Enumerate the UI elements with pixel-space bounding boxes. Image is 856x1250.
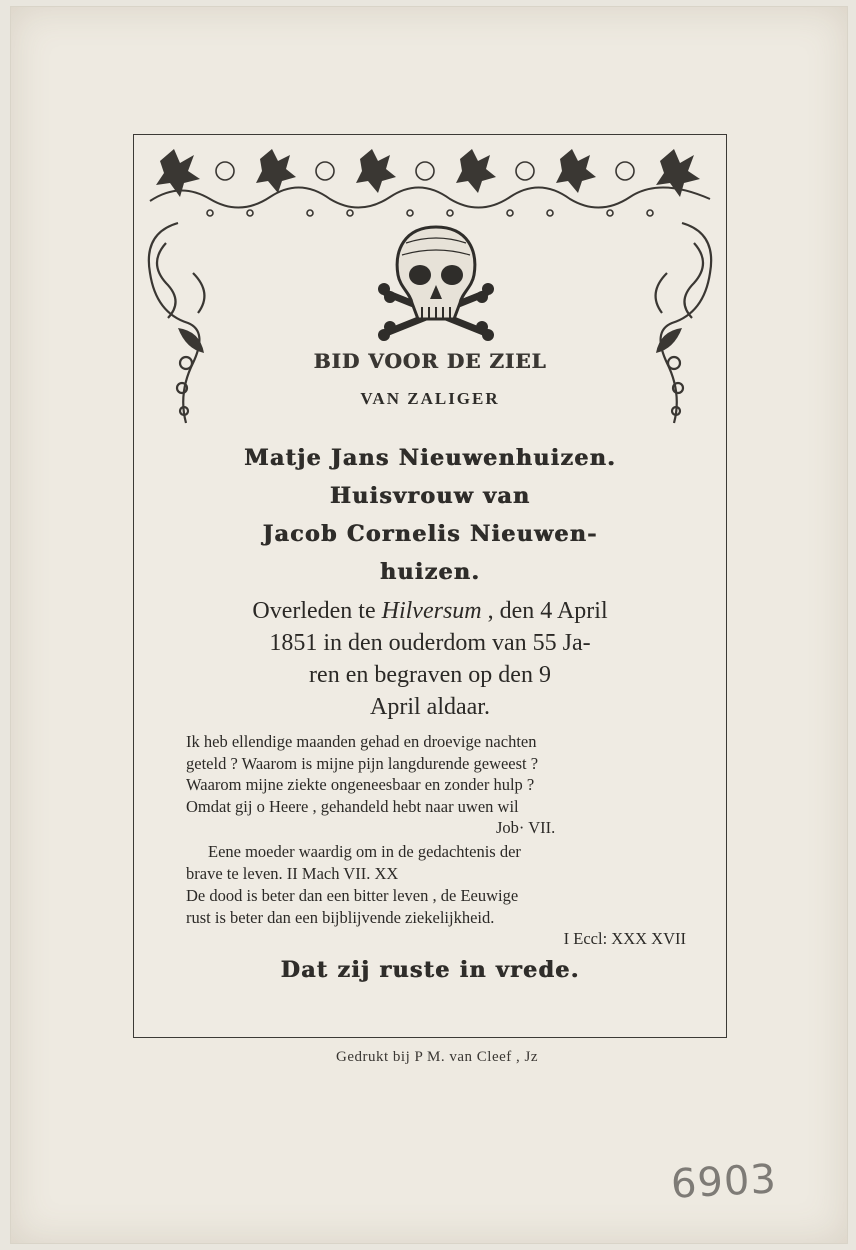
skull-and-crossbones-icon <box>376 223 496 343</box>
death-notice-prefix: Overleden te <box>252 598 382 624</box>
verse-line: Omdat gij o Heere , gehandeld hebt naar uwen wil <box>186 796 519 816</box>
verse-ecclesiasticus <box>186 885 686 950</box>
deceased-name-line: Matje Jans Nieuwenhuizen. <box>244 445 616 471</box>
verse-line: Eene moeder waardig om in de gedachtenis der <box>208 842 521 861</box>
death-notice-line: ren en begraven op den 9 <box>309 662 551 688</box>
deceased-name-line: Huisvrouw van <box>329 483 531 509</box>
verse-reference: II Mach VII. XX <box>286 863 399 883</box>
death-notice-line: 1851 in den ouderdom van 55 Ja- <box>269 630 591 656</box>
verse-job <box>186 731 686 839</box>
death-date: , den 4 April <box>481 598 608 624</box>
verse-reference: Job· VII. <box>496 818 556 837</box>
archive-number: 6903 <box>669 1156 778 1208</box>
death-notice-line <box>164 595 696 627</box>
deceased-name-line: Jacob Cornelis Nieuwen- <box>262 521 598 547</box>
verse-maccabees <box>186 841 686 884</box>
verse-line: geteld ? Waarom is mijne pijn langdurende geweest ? <box>186 753 539 773</box>
printer-credit: Gedrukt bij P M. van Cleef , Jz <box>336 1049 538 1065</box>
verse-text: brave te leven. <box>186 863 283 883</box>
verse-reference: I Eccl: XXX XVII <box>563 929 686 948</box>
death-place: Hilversum <box>381 598 482 624</box>
deceased-name-line: huizen. <box>379 559 481 585</box>
floral-border-icon <box>140 141 720 221</box>
death-notice-line: April aldaar. <box>370 694 490 720</box>
verse-line: Ik heb ellendige maanden gehad en droevige nachten <box>186 732 537 751</box>
mourning-card-paper <box>10 6 848 1244</box>
card-heading: BID VOOR DE ZIEL <box>313 349 547 373</box>
death-notice <box>164 595 696 723</box>
verse-line <box>186 863 686 885</box>
verse-line: De dood is beter dan een bitter leven , de Eeuwige <box>186 886 519 905</box>
closing-blessing: Dat zij ruste in vrede. <box>280 957 580 983</box>
card-subheading: VAN ZALIGER <box>360 389 500 408</box>
card-frame <box>133 134 727 1038</box>
verse-line: rust is beter dan een bijblijvende ziekelijkheid. <box>186 907 495 927</box>
verse-line: Waarom mijne ziekte ongeneesbaar en zonder hulp ? <box>186 775 535 794</box>
